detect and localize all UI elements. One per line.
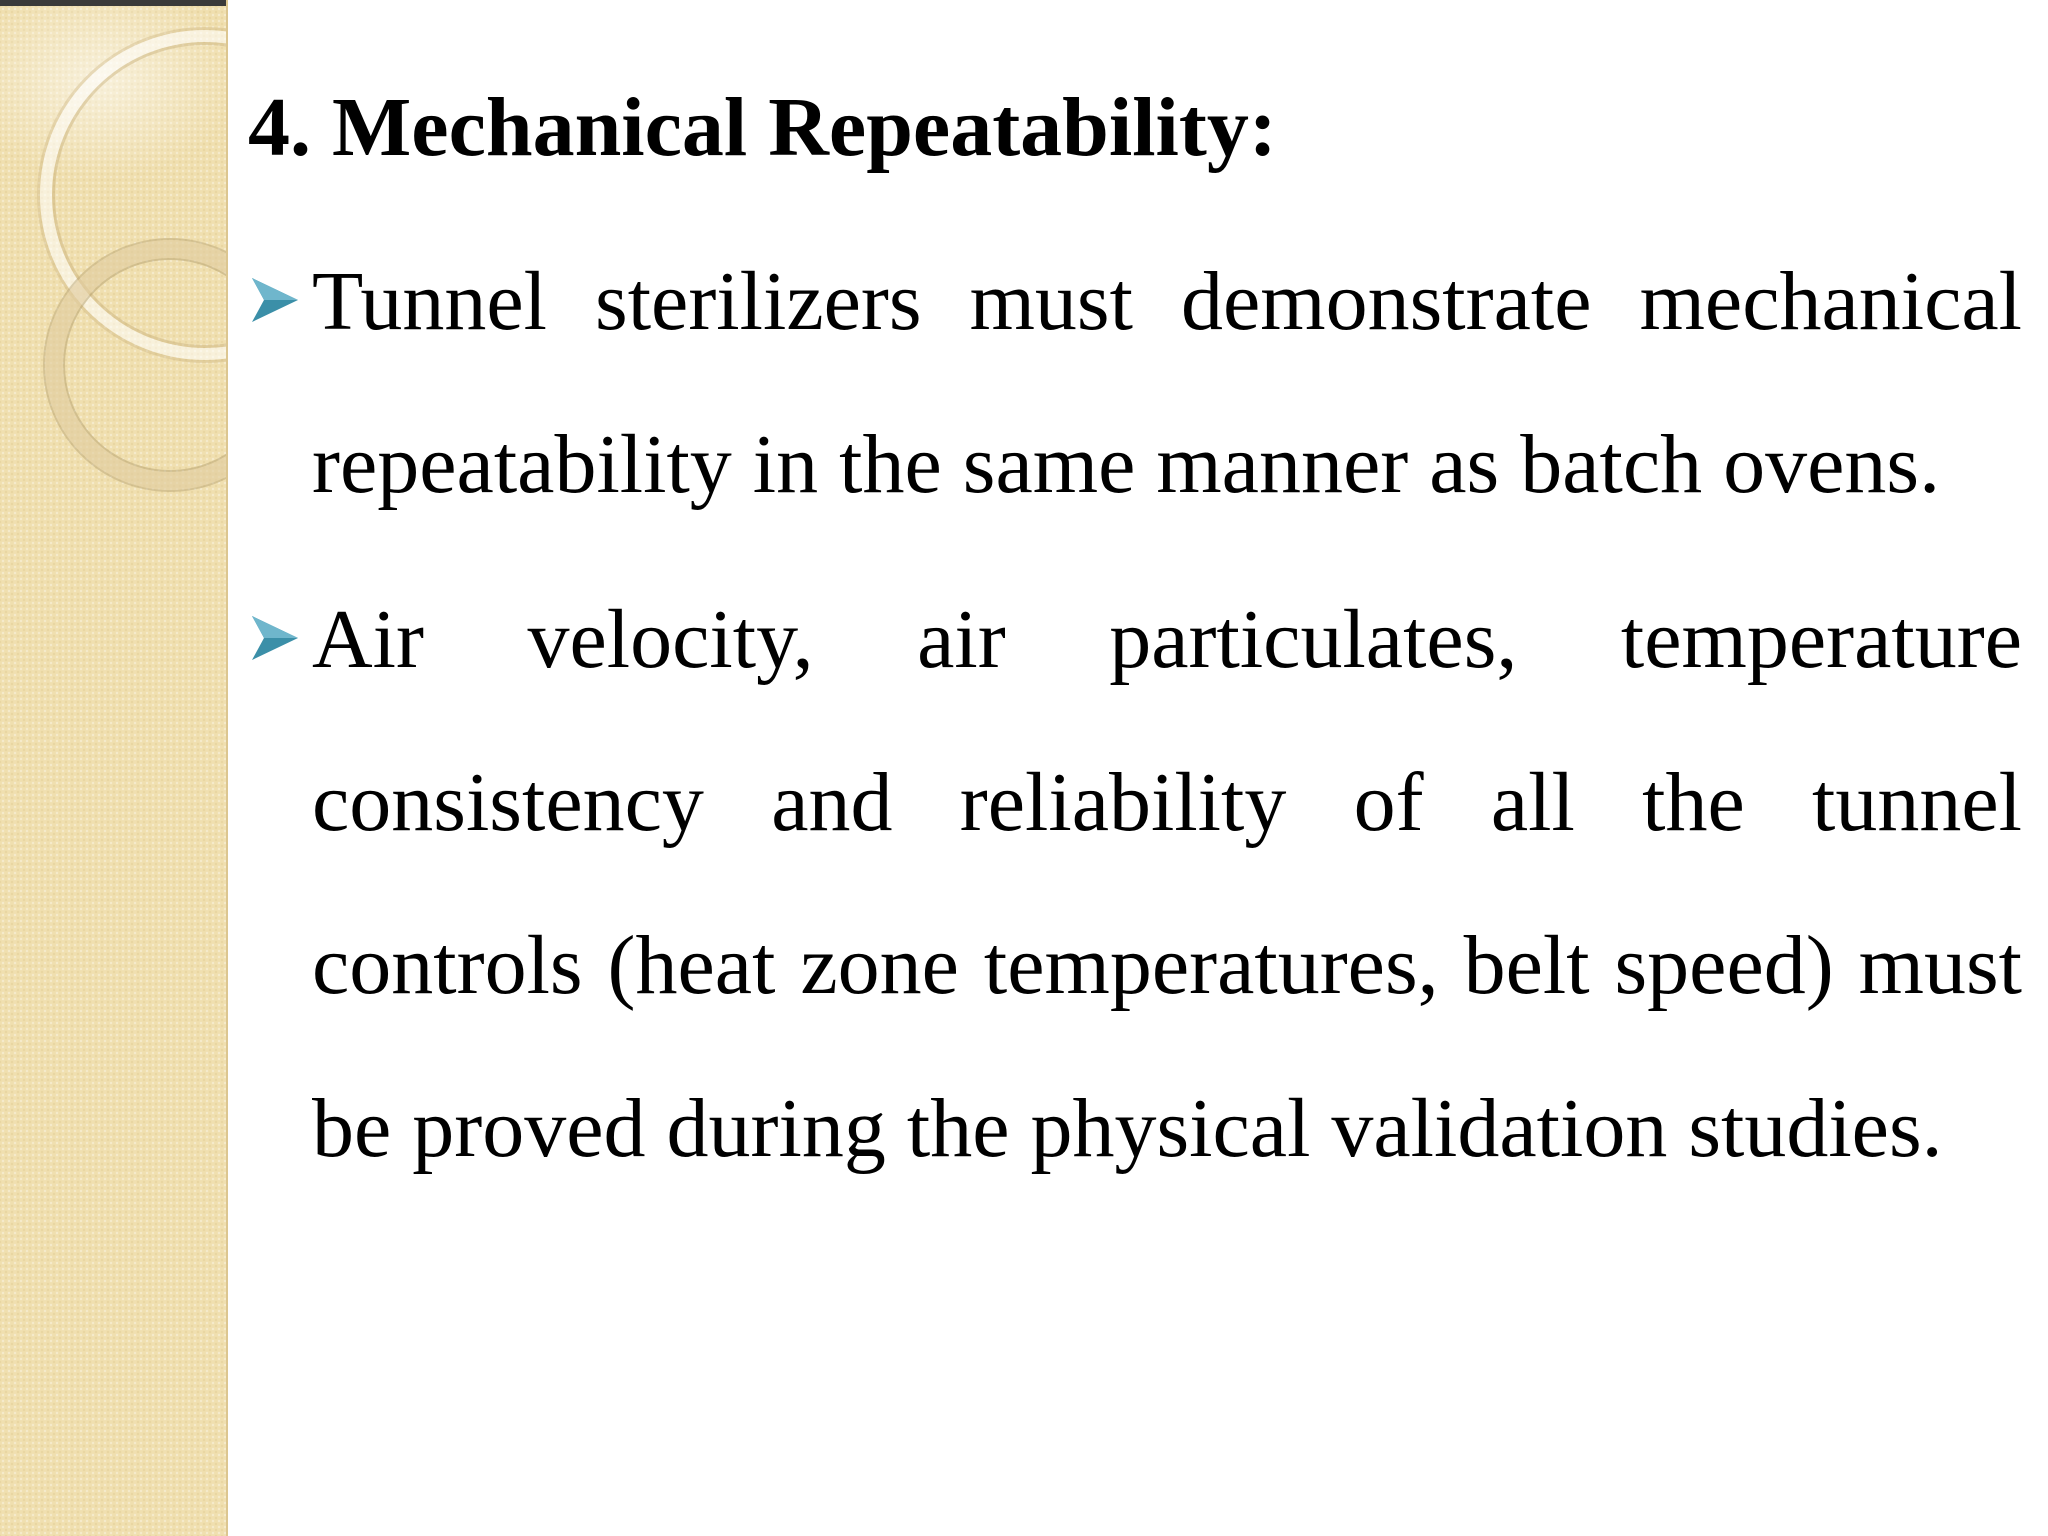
bullet-item — [248, 220, 2022, 546]
arrow-bullet-icon — [250, 274, 300, 326]
arrow-bullet-icon — [250, 612, 300, 664]
decorative-side-strip — [0, 0, 226, 1536]
bullet-text: Tunnel sterilizers must demonstrate mechanical repeatability in the same manner as batch ovens. — [312, 255, 2022, 511]
strip-divider — [226, 0, 228, 1536]
slide-title: 4. Mechanical Repeatability: — [248, 81, 1277, 174]
bullet-item — [248, 558, 2022, 1210]
top-edge-bar — [0, 0, 226, 6]
slide-content — [248, 70, 2022, 1222]
bullet-text: Air velocity, air particulates, temperature consistency and reliability of all the tunnel controls (heat zone temperatures, belt speed) must be proved during the physical validation studies. — [312, 593, 2022, 1175]
